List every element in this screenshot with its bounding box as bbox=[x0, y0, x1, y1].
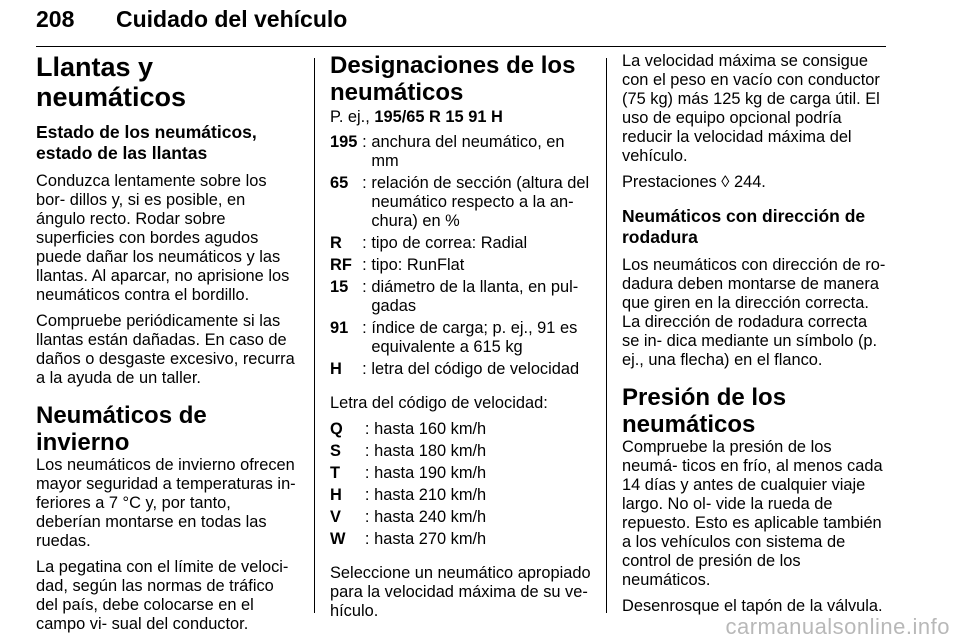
speed-row-colon: : bbox=[364, 420, 370, 438]
paragraph: La pegatina con el límite de veloci- dad, según las normas de tráfico del país, debe colocarse en el campo vi- sual del conductor. bbox=[36, 558, 289, 633]
designation-row bbox=[330, 234, 592, 256]
speed-row bbox=[330, 464, 592, 486]
designation-row-key: RF bbox=[330, 256, 352, 274]
paragraph: Conduzca lentamente sobre los bor- dillos y, si es posible, en ángulo recto. Rodar sobre superficies con bordes agudos puede dañar los neumáticos y las llantas. Al aparcar, no aprisione los neumáticos contra el bordillo. bbox=[36, 172, 290, 304]
speed-row-text: hasta 180 km/h bbox=[374, 442, 487, 460]
speed-row-key: S bbox=[330, 442, 341, 460]
speed-row-key: W bbox=[330, 530, 346, 548]
paragraph: Seleccione un neumático apropiado para la velocidad máxima de su ve- hículo. bbox=[330, 564, 591, 620]
speed-row bbox=[330, 486, 592, 508]
designation-row-colon: : bbox=[362, 256, 367, 274]
chapter-heading: Llantas y neumáticos bbox=[36, 52, 187, 112]
speed-row-colon: : bbox=[364, 508, 370, 526]
paragraph: La velocidad máxima se consigue con el peso en vacío con conductor (75 kg) más 125 kg de carga útil. El uso de equipo opcional podría reducir la velocidad máxima del vehículo. bbox=[622, 52, 880, 165]
speed-row-key: T bbox=[330, 464, 341, 482]
designation-row bbox=[330, 133, 592, 174]
designation-row-colon: : bbox=[362, 319, 367, 337]
speed-row bbox=[330, 420, 592, 442]
speed-row-text: hasta 210 km/h bbox=[374, 486, 487, 504]
designation-row-colon: : bbox=[362, 360, 367, 378]
paragraph: Desenrosque el tapón de la válvula. bbox=[622, 597, 883, 615]
designation-row-text: tipo de correa: Radial bbox=[371, 234, 528, 252]
paragraph: Compruebe periódicamente si las llantas están dañadas. En caso de daños o desgaste excesivo, recurra a la ayuda de un taller. bbox=[36, 312, 295, 387]
speed-row-text: hasta 160 km/h bbox=[374, 420, 487, 438]
designation-row-colon: : bbox=[362, 278, 367, 296]
speed-row bbox=[330, 442, 592, 464]
speed-code-table bbox=[330, 420, 592, 552]
designation-row-key: 91 bbox=[330, 319, 349, 337]
subheading-condition: Estado de los neumáticos, estado de las llantas bbox=[36, 122, 257, 163]
speed-row-key: H bbox=[330, 486, 342, 504]
speed-row bbox=[330, 530, 592, 552]
cross-reference[interactable]: Prestaciones ◊ 244. bbox=[622, 173, 766, 191]
paragraph: Los neumáticos de invierno ofrecen mayor seguridad a temperaturas in- feriores a 7 °C y, por tanto, deberían montarse en todas las ruedas. bbox=[36, 456, 296, 550]
designation-row-key: 65 bbox=[330, 174, 349, 192]
designation-row-text: letra del código de velocidad bbox=[371, 360, 580, 378]
speed-row-colon: : bbox=[364, 530, 370, 548]
designation-row bbox=[330, 319, 592, 360]
speed-row-colon: : bbox=[364, 464, 370, 482]
section-title: Cuidado del vehículo bbox=[116, 6, 348, 32]
example-code: 195/65 R 15 91 H bbox=[374, 108, 503, 126]
designation-row bbox=[330, 360, 592, 382]
designation-row-text: anchura del neumático, en mm bbox=[371, 133, 565, 170]
heading-tyre-pressure: Presión de los neumáticos bbox=[622, 384, 787, 438]
column-1 bbox=[36, 52, 298, 641]
designation-table bbox=[330, 133, 592, 382]
paragraph: Compruebe la presión de los neumá- ticos en frío, al menos cada 14 días y antes de cualquier viaje largo. No ol- vide la rueda de repuesto. Esto es aplicable también a los vehículos con sistema de control de presión de los neumáticos. bbox=[622, 438, 883, 589]
designation-row-colon: : bbox=[362, 174, 367, 192]
column-3 bbox=[622, 52, 888, 623]
column-2 bbox=[330, 52, 592, 628]
designation-row-text: relación de sección (altura del neumático respecto a la an- chura) en % bbox=[371, 174, 590, 230]
heading-winter-tyres: Neumáticos de invierno bbox=[36, 402, 207, 456]
speed-row-colon: : bbox=[364, 486, 370, 504]
designation-row-colon: : bbox=[362, 234, 367, 252]
designation-row-colon: : bbox=[362, 133, 367, 151]
speed-row-key: V bbox=[330, 508, 341, 526]
speed-row bbox=[330, 508, 592, 530]
speed-intro: Letra del código de velocidad: bbox=[330, 394, 548, 412]
speed-row-text: hasta 240 km/h bbox=[374, 508, 487, 526]
page-header bbox=[36, 0, 886, 47]
designation-row bbox=[330, 256, 592, 278]
designation-row-text: índice de carga; p. ej., 91 es equivalente a 615 kg bbox=[371, 319, 578, 356]
page-number: 208 bbox=[36, 6, 75, 32]
column-divider bbox=[606, 58, 607, 613]
speed-row-text: hasta 270 km/h bbox=[374, 530, 487, 548]
column-divider bbox=[314, 58, 315, 613]
speed-row-key: Q bbox=[330, 420, 343, 438]
designation-row-key: 195 bbox=[330, 133, 358, 151]
designation-row-key: 15 bbox=[330, 278, 349, 296]
heading-designations: Designaciones de los neumáticos bbox=[330, 52, 576, 106]
designation-row-text: diámetro de la llanta, en pul- gadas bbox=[371, 278, 579, 315]
speed-row-colon: : bbox=[364, 442, 370, 460]
example-line bbox=[330, 108, 592, 127]
paragraph: Los neumáticos con dirección de ro- dadura deben montarse de manera que giren en la dirección correcta. La dirección de rodadura correcta se in- dica mediante un símbolo (p. ej., una flecha) en el flanco. bbox=[622, 256, 886, 369]
designation-row-key: R bbox=[330, 234, 342, 252]
designation-row-text: tipo: RunFlat bbox=[371, 256, 465, 274]
designation-row bbox=[330, 278, 592, 319]
example-prefix: P. ej., bbox=[330, 108, 375, 126]
heading-directional-tyres: Neumáticos con dirección de rodadura bbox=[622, 206, 866, 247]
speed-row-text: hasta 190 km/h bbox=[374, 464, 487, 482]
designation-row bbox=[330, 174, 592, 234]
designation-row-key: H bbox=[330, 360, 342, 378]
watermark: carmanualsonline.info bbox=[725, 614, 950, 639]
